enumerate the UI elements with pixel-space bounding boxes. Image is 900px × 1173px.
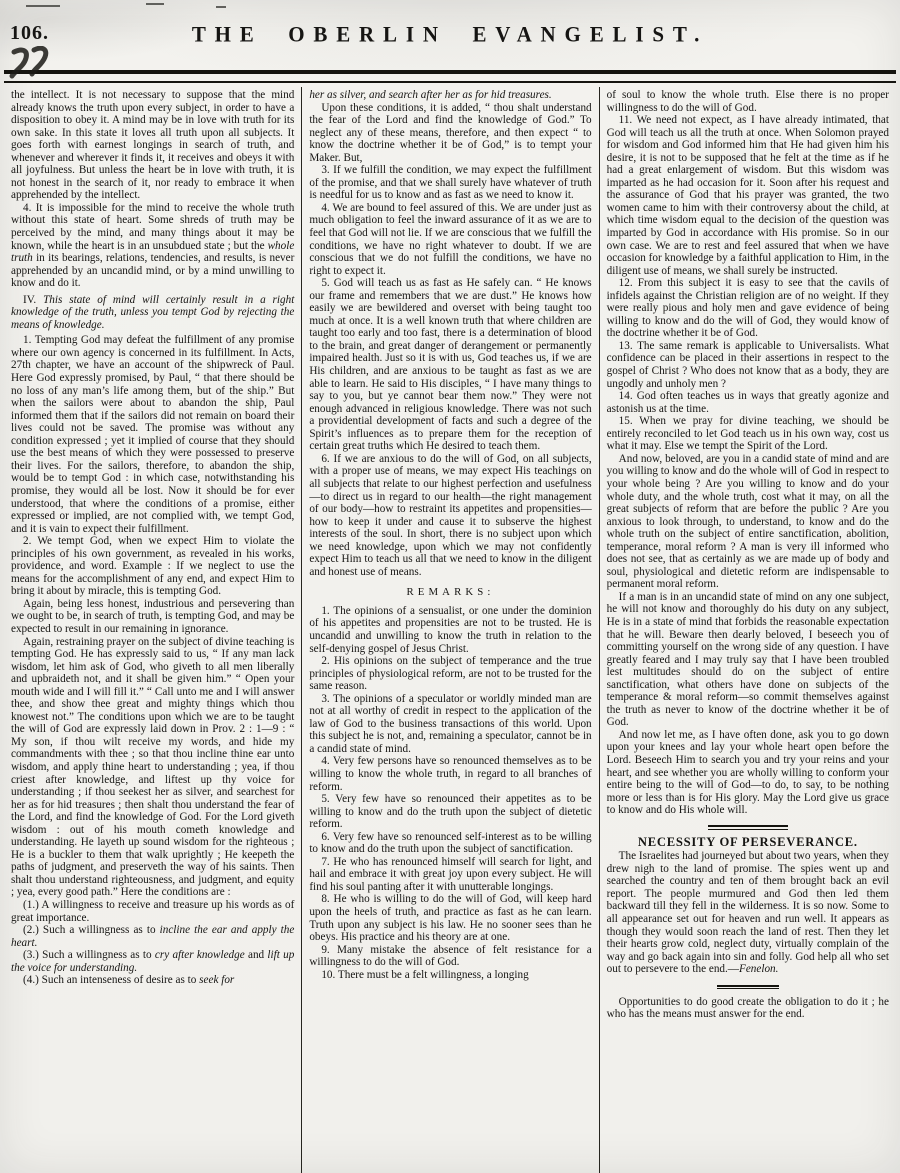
paragraph: 1. Tempting God may defeat the fulfillment of any promise where our own agency is concerned in its fulfillment. In Acts, 27th chapter, we have an account of the shipwreck of Paul. Here God expressly promised, by Paul, “ that there should be no loss of any man’s life among them, but of the ship.” But when the sailors were about to abandon the ship, Paul informed them that if the sailors did not remain on board their lives could not be saved. The promise was without any condition expressed ; yet it implied of course that they should use the best means of which they were possessed to preserve their lives. For the sailors, therefore, to abandon the ship, would be to tempt God : in which case, notwithstanding his promise, they would all be lost. Now it should be for ever understood, that where the conditions of a promise, either expressed or implied, are not complied with, we tempt God, and it is vain to expect their fulfillment. bbox=[11, 334, 295, 535]
paragraph: 12. From this subject it is easy to see that the cavils of infidels against the Christian religion are of no weight. If they were really pious and holy men and gave evidence of being willing to know and do the will of God, they would know of the doctrine whether it be of God. bbox=[606, 277, 889, 340]
paragraph: And now let me, as I have often done, ask you to go down upon your knees and lay your whole heart open before the Lord. Beseech Him to search you and try your reins and your heart, and see whether you are wholly willing to conform your entire being to the will of God—to do, to say, to be nothing more or less than is for His glory. May the Lord give us grace to know and do His whole will. bbox=[606, 728, 889, 817]
article-heading: NECESSITY OF PERSEVERANCE. bbox=[637, 834, 858, 849]
masthead-title: THE OBERLIN EVANGELIST. bbox=[191, 21, 709, 47]
paragraph: 10. There must be a felt willingness, a longing bbox=[321, 968, 529, 981]
paragraph: IV. This state of mind will certainly result in a right knowledge of the truth, unless you tempt God by rejecting the means of knowledge. bbox=[11, 293, 295, 331]
paragraph: (3.) Such a willingness as to cry after knowledge and lift up the voice for understanding. bbox=[11, 949, 295, 974]
paragraph: 14. God often teaches us in ways that greatly agonize and astonish us at the time. bbox=[606, 390, 889, 415]
paragraph: 7. He who has renounced himself will search for light, and hail and embrace it with great joy upon every subject. He will find his soul panting after it with unutterable longings. bbox=[309, 855, 592, 893]
page-number: 106. bbox=[10, 22, 49, 44]
paragraph: Upon these conditions, it is added, “ thou shalt understand the fear of the Lord and find the knowledge of God.” To neglect any of these means, therefore, and then expect “ to know the doctrine whether it be of God,” is to tempt your Maker. But, bbox=[309, 101, 592, 164]
paragraph: 4. We are bound to feel assured of this. We are under just as much obligation to feel the inward assurance of it as we are to feel that God will not lie. If we are conscious that we fulfill the conditions, we have no right whatever to doubt. If we are conscious that we do not fulfill the conditions, we have no right to expect it. bbox=[309, 201, 592, 277]
paragraph: 3. The opinions of a speculator or worldly minded man are not at all worthy of credit in respect to the application of the law of God to the business transactions of this world. Upon this subject he is not, and, remaining a speculator, cannot be in a candid state of mind. bbox=[309, 692, 592, 755]
paragraph: 6. Very few have so renounced self-interest as to be willing to know and do the truth upon the subject of sanctification. bbox=[309, 830, 592, 856]
paragraph: 9. Many mistake the absence of felt resistance for a willingness to do the will of God. bbox=[309, 943, 592, 969]
paragraph: her as silver, and search after her as for hid treasures. bbox=[309, 89, 552, 101]
paragraph: (2.) Such a willingness as to incline the ear and apply the heart. bbox=[11, 924, 295, 949]
paragraph: 5. Very few have so renounced their appetites as to be willing to know and do the truth upon the subject of dietetic reform. bbox=[309, 793, 592, 831]
paragraph: (1.) A willingness to receive and treasure up his words as of great importance. bbox=[11, 899, 295, 924]
column-container bbox=[4, 87, 896, 1173]
column-1 bbox=[4, 87, 301, 1173]
paragraph: If a man is in an uncandid state of mind on any one subject, he will not know and thoroughly do his duty on any subject, He is in a state of mind that forbids the reasonable expectation that he will. Beware then dearly beloved, I beseech you of committing yourself on the wrong side of any question. I have greatly feared and I may truly say that I have been troubled lest multitudes should do on the subject of entire sanctification, what others have done on subjects of the temperance & moral reform—so commit themselves against the truth as never to know of the doctrine whether it be of God. bbox=[606, 590, 889, 729]
paragraph: 6. If we are anxious to do the will of God, on all subjects, with a proper use of means, we may expect His teachings on all subjects that relate to our highest perfection and usefulness—to direct us in regard to our health—the right management of our body—how to restraint its appetites and propensities—how to keep it under and cause it to subserve the highest interests of the soul. In short, there is no subject upon which we need knowledge, upon which we may not confidently expect Him to teach us all that we need to know in the diligent and honest use of means. bbox=[309, 452, 592, 578]
paragraph: And now, beloved, are you in a candid state of mind and are you willing to know and do the whole will of God in respect to your whole being ? Are you willing to know and do your whole duty, and the whole truth, cost what it may, on all the great subjects of reform that are before the public ? Are you anxious to look through, to understand, to know and do the whole truth on the subject of entire sanctification, abolition, temperance, moral reform ? A man is very ill informed who does not see, that as certainly as we are made up of body and soul, physiological and dietetic reform are indispensable to permanent moral reform. bbox=[606, 452, 889, 591]
remarks-heading: REMARKS: bbox=[406, 586, 495, 599]
paragraph: (4.) Such an intenseness of desire as to seek for bbox=[23, 974, 235, 987]
masthead bbox=[0, 0, 900, 64]
paragraph: of soul to know the whole truth. Else there is no proper willingness to do the will of God. bbox=[606, 89, 889, 114]
column-3 bbox=[599, 87, 896, 1173]
paragraph: 4. Very few persons have so renounced themselves as to be willing to know the whole truth, in regard to all branches of reform. bbox=[309, 755, 592, 793]
ink-blot bbox=[8, 46, 66, 86]
paragraph: 15. When we pray for divine teaching, we should be entirely reconciled to let God teach us in his own way, cost us what it may. Else we tempt the Spirit of the Lord. bbox=[606, 415, 889, 453]
paragraph: 3. If we fulfill the condition, we may expect the fulfillment of the promise, and that we shall surely have whatever of truth is needful for us to know and as fast as we need to know it. bbox=[309, 164, 592, 202]
paragraph: 2. His opinions on the subject of temperance and the true principles of physiological reform, are not to be trusted for the same reason. bbox=[309, 655, 592, 693]
paragraph: the intellect. It is not necessary to suppose that the mind already knows the truth upon every subject, in order to have a disposition to obey it. A mind may be in love with truth for its own sake. In this state it loves all truth upon all subjects. It goes forth with earnest longings in search of truth, and whenever and wherever it finds it, it receives and obeys it with all joyfulness. But unless the heart be in love with truth, it is not honest in the search of it, nor ready to embrace it when apprehended by the intellect. bbox=[11, 89, 295, 202]
masthead-double-rule bbox=[4, 70, 896, 83]
paragraph: The Israelites had journeyed but about two years, when they drew nigh to the land of promise. The spies went up and searched the country and ten of them brought back an evil report. The people murmured and God then led them backward till they fell in the wilderness. It is so now. Some to all appearance set out for heaven and run well. It appears as though they would soon reach the land of rest. Then they let their hearts grow cold, neglect duty, virtually complain of the way and go back again into sin and folly. God help all who set out to persevere to the end.—Fenelon. bbox=[606, 850, 889, 976]
paragraph: 1. The opinions of a sensualist, or one under the dominion of his appetites and propensities are not to be trusted. He is uncandid and unwilling to know the truth in relation to the self-denying gospel of Jesus Christ. bbox=[309, 604, 592, 655]
paragraph: 5. God will teach us as fast as He safely can. “ He knows our frame and remembers that we are dust.” He knows how easily we are bewildered and overset with being taught too much at once. It is a well known truth that where children are taught too early and too fast, there is a determination of blood to the brain, and great danger of derangement or permanently impaired health. Just so it is with us, God teaches us, if we are His children, and are anxious to be taught as fast as we are able to learn. He said to His disciples, “ I have many things to say to you, but ye cannot bear them now.” They were not enough advanced in religious knowledge. There was not such a providential development of facts and such a degree of the Spirit’s influences as to prepare them for the reception of certain great truths which He desired to teach them. bbox=[309, 277, 592, 453]
column-2 bbox=[301, 87, 598, 1173]
paragraph: 2. We tempt God, when we expect Him to violate the principles of his own government, as revealed in his works, providence, and word. Example : If we neglect to use the means for the accomplishment of any end, and expect Him to bring it about by miracle, this is tempting God. bbox=[11, 535, 295, 598]
paragraph: 4. It is impossible for the mind to receive the whole truth without this state of heart. Some shreds of truth may be perceived by the mind, and many things about it may be known, while the heart is in an unsubdued state ; but the whole truth in its bearings, relations, tendencies, and results, is never apprehended by an uncandid mind, or by a mind unwilling to know and do it. bbox=[11, 201, 295, 290]
section-divider-rule bbox=[717, 985, 779, 989]
paragraph: 13. The same remark is applicable to Universalists. What confidence can be placed in their assertions in respect to the gospel of Christ ? Who does not know that as a body, they are ungodly and unholy men ? bbox=[606, 339, 889, 390]
paragraph: 8. He who is willing to do the will of God, will keep hard upon the heels of truth, and practice as fast as he can learn. Truth upon any subject is his law. He no sooner sees than he obeys. His practice and his theory are at one. bbox=[309, 893, 592, 944]
paragraph: Again, restraining prayer on the subject of divine teaching is tempting God. He has expressly said to us, “ If any man lack wisdom, let him ask of God, who giveth to all men liberally and upbraideth not, and it shall be given him.” “ Open your mouth wide and I will fill it.” “ Call unto me and I will answer thee, and show thee great and mighty things which thou knowest not.” The conditions upon which we are to be taught the will of God are expressly laid down in Prov. 2 : 1—9 : “ My son, if thou wilt receive my words, and hide my commandments with thee ; so that thou incline thine ear unto wisdom, and apply thine heart to understanding ; yea, if thou criest after knowledge, and liftest up thy voice for understanding ; if thou seekest her as silver, and searchest for her as for hid treasures ; then shalt thou understand the fear of the Lord, and find the knowledge of God. For the Lord giveth wisdom : out of his mouth cometh knowledge and understanding. He layeth up sound wisdom for the righteous ; He is a buckler to them that walk uprightly ; He keepeth the paths of judgment, and preserveth the way of his saints. Then shalt thou understand righteousness, and judgment, and equity ; yea, every good path.” Here the conditions are : bbox=[11, 635, 295, 899]
paragraph: Again, being less honest, industrious and persevering than we ought to be, in search of truth, is tempting God, and may be expected to result in our remaining in ignorance. bbox=[11, 597, 295, 635]
paragraph: Opportunities to do good create the obligation to do it ; he who has the means must answer for the end. bbox=[606, 995, 889, 1021]
section-divider-rule bbox=[708, 825, 788, 830]
paragraph: 11. We need not expect, as I have already intimated, that God will teach us all the truth at once. When Solomon prayed for wisdom and God informed him that He had given him his desire, it is not to be supposed that he felt at the time as if he had a great enlargement of wisdom. But this wisdom was imparted as he had occasion for it. Soon after his request and the assurance of God that his prayer was granted, the two women came to him with their controversy about the child, at which time wisdom equal to the decision of the question was imparted by God in accordance with His promise. So in our own case. We are to rest and feel assured that when we have occasion for knowledge by a faithful application to Him, in the diligent use of means, we shall surely be instructed. bbox=[606, 114, 889, 277]
